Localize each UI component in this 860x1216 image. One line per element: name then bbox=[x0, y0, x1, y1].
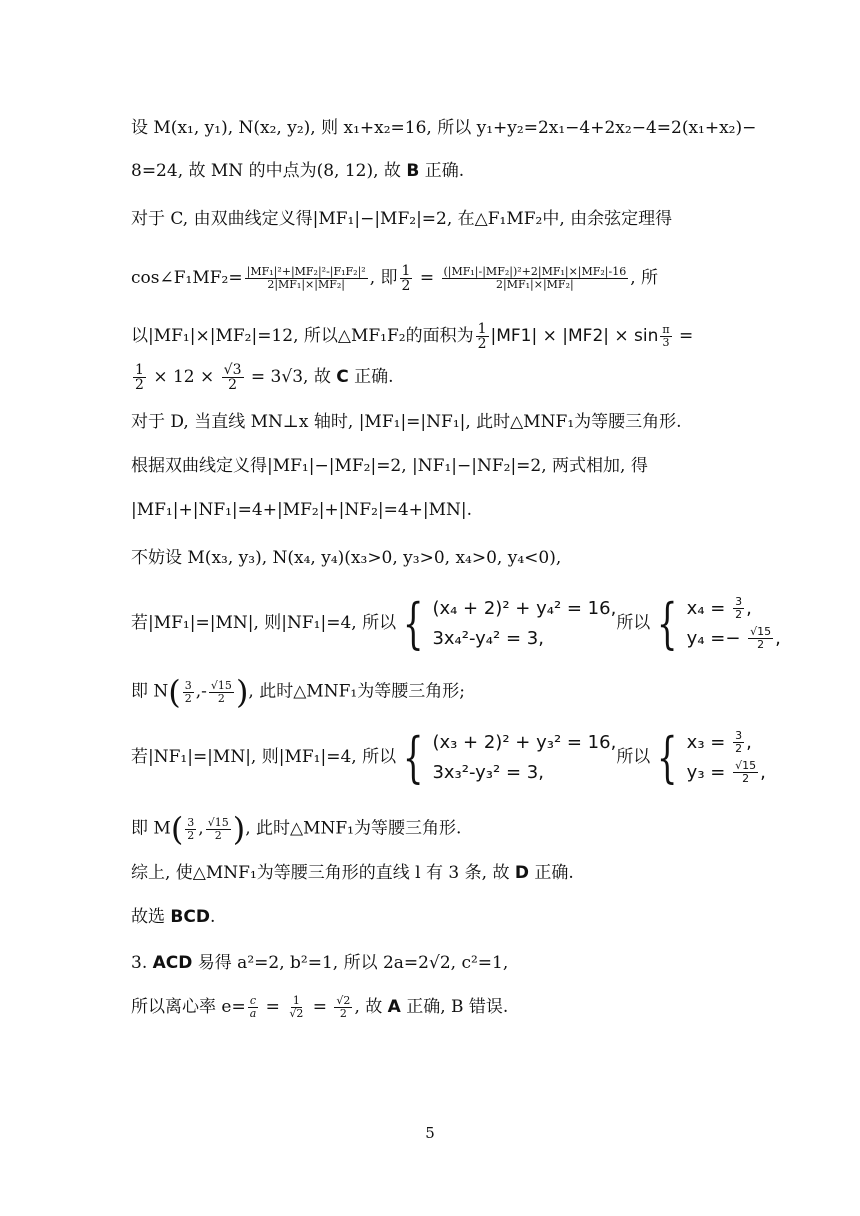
answer-letters: BCD bbox=[170, 907, 210, 927]
line-7 bbox=[131, 411, 682, 433]
text: 综上, 使△MNF₁为等腰三角形的直线 l 有 3 条, 故 bbox=[131, 863, 515, 883]
numerator: c bbox=[249, 994, 257, 1007]
text: 正确, B 错误. bbox=[400, 997, 509, 1017]
text: , 故 bbox=[303, 367, 337, 387]
math-text: = bbox=[260, 997, 286, 1017]
numerator: √15 bbox=[735, 759, 757, 772]
line-1 bbox=[131, 117, 756, 139]
fraction bbox=[733, 760, 758, 785]
line-12 bbox=[131, 673, 465, 711]
denominator: 3 bbox=[662, 336, 670, 349]
numerator: 1 bbox=[401, 263, 411, 279]
solution bbox=[687, 624, 781, 654]
paren-close: ) bbox=[232, 810, 246, 848]
fraction bbox=[206, 817, 231, 842]
line-18 bbox=[131, 995, 508, 1020]
line-3 bbox=[131, 208, 672, 230]
denominator: 2 bbox=[742, 772, 750, 785]
numerator: √3 bbox=[223, 362, 242, 378]
denominator: 2 bbox=[735, 608, 743, 621]
fraction bbox=[660, 324, 671, 349]
numerator: 1 bbox=[292, 994, 300, 1007]
denominator: a bbox=[249, 1007, 257, 1020]
denominator: 2|MF₁|×|MF₂| bbox=[267, 278, 345, 291]
math-text: x₃ = bbox=[686, 731, 732, 753]
text: 若|NF₁|=|MN|, 则|MF₁|=4, 所以 bbox=[131, 747, 397, 767]
denominator: 2 bbox=[757, 638, 765, 651]
text: 所以 bbox=[616, 613, 651, 633]
text: 即 M bbox=[131, 818, 171, 839]
text: 若|MF₁|=|MN|, 则|NF₁|=4, 所以 bbox=[131, 613, 397, 633]
line-10 bbox=[131, 547, 561, 569]
equation: (x₄ + 2)² + y₄² = 16, bbox=[432, 597, 617, 619]
system-rows bbox=[432, 594, 616, 654]
math-text: √2 bbox=[428, 953, 451, 973]
page-number: 5 bbox=[425, 1124, 435, 1142]
numerator: √15 bbox=[210, 678, 232, 692]
answer-letter: D bbox=[514, 863, 529, 883]
answer-letter: C bbox=[336, 367, 349, 387]
line-14 bbox=[131, 810, 462, 848]
answer-letters: ACD bbox=[152, 953, 193, 973]
text: 即 N bbox=[131, 681, 169, 702]
solution bbox=[687, 594, 781, 624]
answer-letter: A bbox=[387, 997, 401, 1017]
text: , 此时△MNF₁为等腰三角形. bbox=[245, 818, 462, 839]
system-rows bbox=[432, 728, 616, 788]
text: = bbox=[414, 268, 440, 288]
fraction bbox=[222, 363, 244, 392]
brace-icon: { bbox=[402, 725, 424, 789]
line-17 bbox=[131, 952, 508, 974]
brace-icon: { bbox=[402, 591, 424, 655]
line-9 bbox=[131, 499, 472, 521]
text: 8=24, 故 MN 的中点为(8, 12), 故 bbox=[131, 161, 407, 181]
math-text: × 12 × bbox=[147, 367, 220, 387]
text: 正确. bbox=[419, 161, 465, 181]
brace-icon: { bbox=[657, 725, 678, 789]
math-text: x₄ = bbox=[686, 597, 732, 619]
numerator: 1 bbox=[477, 321, 487, 337]
fraction bbox=[733, 730, 744, 755]
numerator: 3 bbox=[735, 729, 743, 742]
fraction bbox=[185, 817, 196, 842]
math-text: , bbox=[746, 731, 752, 753]
numerator: π bbox=[662, 323, 670, 336]
equation-system bbox=[396, 725, 617, 789]
text: 故选 bbox=[131, 907, 171, 927]
equation: 3x₄²-y₄² = 3, bbox=[432, 627, 544, 649]
text: 正确. bbox=[348, 367, 394, 387]
line-2 bbox=[131, 160, 464, 182]
text: 正确. bbox=[528, 863, 574, 883]
line-11 bbox=[131, 590, 781, 656]
denominator: 2 bbox=[217, 691, 225, 705]
numerator: 3 bbox=[184, 678, 192, 692]
solution bbox=[687, 728, 766, 758]
question-number: 3. bbox=[131, 953, 153, 973]
denominator: 2 bbox=[735, 742, 743, 755]
denominator: √2 bbox=[289, 1007, 304, 1020]
text: , 故 bbox=[354, 997, 388, 1017]
denominator: 2 bbox=[339, 1007, 347, 1020]
text: 以|MF₁|×|MF₂|=12, 所以△MF₁F₂的面积为 bbox=[131, 326, 474, 346]
text: |MF₁|+|NF₁|=4+|MF₂|+|NF₂|=4+|MN|. bbox=[131, 500, 473, 520]
math-text: , bbox=[760, 761, 766, 783]
fraction bbox=[133, 363, 146, 392]
fraction bbox=[248, 995, 259, 1020]
numerator: 3 bbox=[187, 815, 195, 829]
fraction bbox=[400, 264, 413, 293]
text: 设 M(x₁, y₁), N(x₂, y₂), 则 x₁+x₂=16, 所以 y₁+y₂=2x₁−4+2x₂−4=2(x₁+x₂)− bbox=[131, 118, 757, 138]
system-rows bbox=[687, 594, 781, 654]
text: 所以离心率 e= bbox=[131, 997, 246, 1017]
text: , 此时△MNF₁为等腰三角形; bbox=[248, 681, 465, 702]
answer-letter: B bbox=[406, 161, 420, 181]
solution bbox=[687, 758, 766, 788]
equation-system bbox=[396, 591, 617, 655]
denominator: 2 bbox=[184, 691, 192, 705]
numerator: |MF₁|²+|MF₂|²-|F₁F₂|² bbox=[246, 265, 366, 278]
text: = bbox=[673, 326, 694, 346]
numerator: 1 bbox=[135, 362, 144, 378]
text: 易得 a²=2, b²=1, 所以 2a=2 bbox=[192, 953, 429, 973]
math-text: ,- bbox=[195, 681, 207, 702]
denominator: 2 bbox=[228, 377, 238, 393]
denominator: 2 bbox=[477, 336, 487, 352]
numerator: 3 bbox=[735, 595, 743, 608]
fraction bbox=[334, 995, 352, 1020]
paren-close: ) bbox=[235, 673, 249, 711]
line-15 bbox=[131, 862, 574, 884]
numerator: √15 bbox=[750, 625, 772, 638]
text: cos∠F₁MF₂= bbox=[131, 268, 243, 288]
math-text: = bbox=[307, 997, 333, 1017]
text: 对于 D, 当直线 MN⊥x 轴时, |MF₁|=|NF₁|, 此时△MNF₁为等腰三角形. bbox=[131, 412, 682, 432]
fraction bbox=[209, 680, 234, 705]
fraction bbox=[748, 626, 773, 651]
denominator: 2 bbox=[214, 828, 222, 842]
denominator: 2 bbox=[135, 377, 144, 393]
paren-open: ( bbox=[170, 810, 184, 848]
denominator: 2 bbox=[187, 828, 195, 842]
text: 根据双曲线定义得|MF₁|−|MF₂|=2, |NF₁|−|NF₂|=2, 两式相加, 得 bbox=[131, 456, 648, 476]
fraction bbox=[183, 680, 194, 705]
line-13 bbox=[131, 724, 766, 790]
equation: (x₃ + 2)² + y₃² = 16, bbox=[432, 731, 617, 753]
fraction bbox=[733, 596, 744, 621]
denominator: 2 bbox=[401, 278, 411, 294]
line-5 bbox=[131, 322, 693, 351]
brace-icon: { bbox=[657, 591, 678, 655]
math-text: y₃ = bbox=[686, 761, 732, 783]
solution-system bbox=[650, 591, 781, 655]
paren-open: ( bbox=[168, 673, 181, 711]
math-text: y₄ =− bbox=[686, 627, 747, 649]
system-rows bbox=[687, 728, 766, 788]
solution-system bbox=[650, 725, 766, 789]
math-text: , bbox=[746, 597, 752, 619]
fraction bbox=[442, 266, 629, 291]
text: , 所 bbox=[630, 268, 659, 288]
line-16 bbox=[131, 906, 215, 928]
numerator: √15 bbox=[207, 815, 229, 829]
numerator: (|MF₁|-|MF₂|)²+2|MF₁|×|MF₂|-16 bbox=[443, 265, 627, 278]
text: , 即 bbox=[369, 268, 398, 288]
text: 对于 C, 由双曲线定义得|MF₁|−|MF₂|=2, 在△F₁MF₂中, 由余弦定理得 bbox=[131, 209, 673, 229]
fraction bbox=[245, 266, 368, 291]
line-4 bbox=[131, 264, 658, 293]
fraction bbox=[476, 322, 489, 351]
fraction bbox=[287, 995, 305, 1020]
math-text: , bbox=[775, 627, 781, 649]
math-text: , bbox=[198, 818, 204, 839]
equation: 3x₃²-y₃² = 3, bbox=[432, 761, 544, 783]
math-text: = 3√3 bbox=[245, 367, 304, 387]
line-8 bbox=[131, 455, 648, 477]
numerator: √2 bbox=[336, 994, 351, 1007]
line-6 bbox=[131, 363, 394, 392]
math-text: |MF1| × |MF2| × sin bbox=[490, 326, 659, 346]
text: . bbox=[209, 907, 216, 927]
text: , c²=1, bbox=[450, 953, 509, 973]
text: 不妨设 M(x₃, y₃), N(x₄, y₄)(x₃>0, y₃>0, x₄>0, y₄<0), bbox=[131, 548, 562, 568]
text: 所以 bbox=[616, 747, 651, 767]
denominator: 2|MF₁|×|MF₂| bbox=[496, 278, 574, 291]
